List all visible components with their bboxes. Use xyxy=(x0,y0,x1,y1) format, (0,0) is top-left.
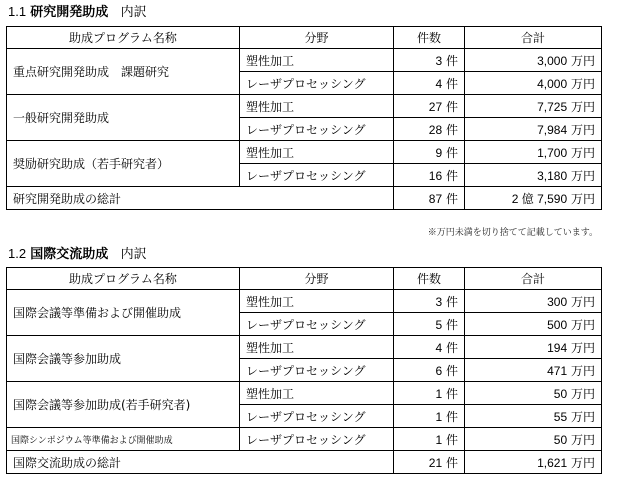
summary-label: 研究開発助成の総計 xyxy=(7,187,394,210)
total-value: 3,180 xyxy=(537,168,568,183)
count-cell xyxy=(394,49,465,72)
total-unit: 万円 xyxy=(570,386,595,401)
count-unit: 件 xyxy=(445,76,458,91)
count-value: 3 xyxy=(435,294,443,309)
total-unit: 万円 xyxy=(570,53,595,68)
field-name: レーザプロセッシング xyxy=(240,164,394,187)
program-name: 重点研究開発助成 課題研究 xyxy=(7,49,240,95)
total-unit: 万円 xyxy=(570,340,595,355)
count-value: 6 xyxy=(435,363,443,378)
program-name: 国際会議等参加助成(若手研究者) xyxy=(7,382,240,428)
field-name: レーザプロセッシング xyxy=(240,313,394,336)
total-cell xyxy=(465,164,602,187)
field-name: レーザプロセッシング xyxy=(240,118,394,141)
summary-label: 国際交流助成の総計 xyxy=(7,451,394,474)
count-value: 16 xyxy=(428,168,443,183)
field-name: 塑性加工 xyxy=(240,95,394,118)
section-2-title xyxy=(8,246,147,263)
field-name: レーザプロセッシング xyxy=(240,359,394,382)
total-cell xyxy=(465,95,602,118)
count-cell xyxy=(394,164,465,187)
total-value: 300 xyxy=(547,294,568,309)
count-cell xyxy=(394,95,465,118)
total-cell xyxy=(465,118,602,141)
total-cell xyxy=(465,405,602,428)
section-2-suffix: 内訳 xyxy=(120,247,147,262)
total-unit: 万円 xyxy=(570,363,595,378)
research-grant-table xyxy=(6,26,602,210)
section-2-heading: 国際交流助成 xyxy=(30,247,109,262)
total-unit: 万円 xyxy=(570,409,595,424)
program-name: 国際シンポジウム等準備および開催助成 xyxy=(7,428,240,451)
count-unit: 件 xyxy=(445,122,458,137)
count-value: 1 xyxy=(435,386,443,401)
total-value: 4,000 xyxy=(537,76,568,91)
count-cell xyxy=(394,359,465,382)
total-unit: 万円 xyxy=(570,99,595,114)
field-name: レーザプロセッシング xyxy=(240,72,394,95)
field-name: 塑性加工 xyxy=(240,49,394,72)
table-row xyxy=(7,428,602,451)
total-cell xyxy=(465,451,602,474)
total-value: 1,700 xyxy=(537,145,568,160)
section-1-heading: 研究開発助成 xyxy=(30,5,109,20)
table-row xyxy=(7,382,602,405)
count-unit: 件 xyxy=(445,455,458,470)
count-unit: 件 xyxy=(445,432,458,447)
total-unit: 万円 xyxy=(570,294,595,309)
count-cell xyxy=(394,118,465,141)
count-cell xyxy=(394,428,465,451)
table-header-row xyxy=(7,268,602,290)
count-value: 27 xyxy=(428,99,443,114)
total-cell xyxy=(465,336,602,359)
total-value: 50 xyxy=(553,386,568,401)
total-unit: 万円 xyxy=(570,455,595,470)
footnote: ※万円未満を切り捨てて記載しています。 xyxy=(427,228,598,238)
count-unit: 件 xyxy=(445,409,458,424)
program-name: 国際会議等参加助成 xyxy=(7,336,240,382)
total-value: 3,000 xyxy=(537,53,568,68)
field-name: 塑性加工 xyxy=(240,290,394,313)
field-name: 塑性加工 xyxy=(240,382,394,405)
count-value: 5 xyxy=(435,317,443,332)
section-1-suffix: 内訳 xyxy=(120,5,147,20)
count-unit: 件 xyxy=(445,145,458,160)
count-unit: 件 xyxy=(445,340,458,355)
count-cell xyxy=(394,141,465,164)
count-cell xyxy=(394,405,465,428)
total-unit: 万円 xyxy=(570,168,595,183)
section-1-title xyxy=(8,4,147,21)
header-count: 件数 xyxy=(394,268,465,290)
total-cell xyxy=(465,187,602,210)
count-unit: 件 xyxy=(445,191,458,206)
section-2-number: 1.2 xyxy=(8,246,27,261)
count-value: 9 xyxy=(435,145,443,160)
count-value: 3 xyxy=(435,53,443,68)
total-value: 2 億 7,590 xyxy=(511,191,568,206)
total-cell xyxy=(465,72,602,95)
section-1-number: 1.1 xyxy=(8,4,27,19)
total-cell xyxy=(465,141,602,164)
total-value: 500 xyxy=(547,317,568,332)
total-value: 194 xyxy=(547,340,568,355)
total-value: 471 xyxy=(547,363,568,378)
total-unit: 万円 xyxy=(570,76,595,91)
count-value: 4 xyxy=(435,76,443,91)
total-value: 55 xyxy=(553,409,568,424)
program-name: 国際会議等準備および開催助成 xyxy=(7,290,240,336)
count-cell xyxy=(394,313,465,336)
count-unit: 件 xyxy=(445,168,458,183)
header-total: 合計 xyxy=(465,268,602,290)
table-row xyxy=(7,95,602,118)
count-value: 87 xyxy=(428,191,443,206)
table-header-row xyxy=(7,27,602,49)
count-cell xyxy=(394,187,465,210)
table-row xyxy=(7,141,602,164)
program-name: 一般研究開発助成 xyxy=(7,95,240,141)
field-name: レーザプロセッシング xyxy=(240,428,394,451)
field-name: 塑性加工 xyxy=(240,141,394,164)
total-cell xyxy=(465,49,602,72)
header-total: 合計 xyxy=(465,27,602,49)
count-unit: 件 xyxy=(445,294,458,309)
count-cell xyxy=(394,290,465,313)
total-value: 7,984 xyxy=(537,122,568,137)
total-unit: 万円 xyxy=(570,432,595,447)
header-program: 助成プログラム名称 xyxy=(7,268,240,290)
international-grant-table xyxy=(6,267,602,474)
count-value: 21 xyxy=(428,455,443,470)
header-program: 助成プログラム名称 xyxy=(7,27,240,49)
count-cell xyxy=(394,382,465,405)
table-row xyxy=(7,336,602,359)
count-value: 1 xyxy=(435,409,443,424)
total-cell xyxy=(465,359,602,382)
table-row xyxy=(7,290,602,313)
summary-row xyxy=(7,187,602,210)
count-cell xyxy=(394,336,465,359)
total-unit: 万円 xyxy=(570,145,595,160)
count-cell xyxy=(394,451,465,474)
count-unit: 件 xyxy=(445,363,458,378)
total-value: 7,725 xyxy=(537,99,568,114)
count-value: 1 xyxy=(435,432,443,447)
total-value: 1,621 xyxy=(537,455,568,470)
total-cell xyxy=(465,313,602,336)
total-unit: 万円 xyxy=(570,191,595,206)
summary-row xyxy=(7,451,602,474)
count-value: 28 xyxy=(428,122,443,137)
total-unit: 万円 xyxy=(570,122,595,137)
header-field: 分野 xyxy=(240,268,394,290)
total-cell xyxy=(465,290,602,313)
field-name: 塑性加工 xyxy=(240,336,394,359)
count-unit: 件 xyxy=(445,317,458,332)
field-name: レーザプロセッシング xyxy=(240,405,394,428)
program-name: 奨励研究助成（若手研究者） xyxy=(7,141,240,187)
total-cell xyxy=(465,428,602,451)
table-row xyxy=(7,49,602,72)
header-count: 件数 xyxy=(394,27,465,49)
count-value: 4 xyxy=(435,340,443,355)
count-unit: 件 xyxy=(445,53,458,68)
header-field: 分野 xyxy=(240,27,394,49)
total-unit: 万円 xyxy=(570,317,595,332)
count-cell xyxy=(394,72,465,95)
count-unit: 件 xyxy=(445,386,458,401)
count-unit: 件 xyxy=(445,99,458,114)
total-cell xyxy=(465,382,602,405)
total-value: 50 xyxy=(553,432,568,447)
